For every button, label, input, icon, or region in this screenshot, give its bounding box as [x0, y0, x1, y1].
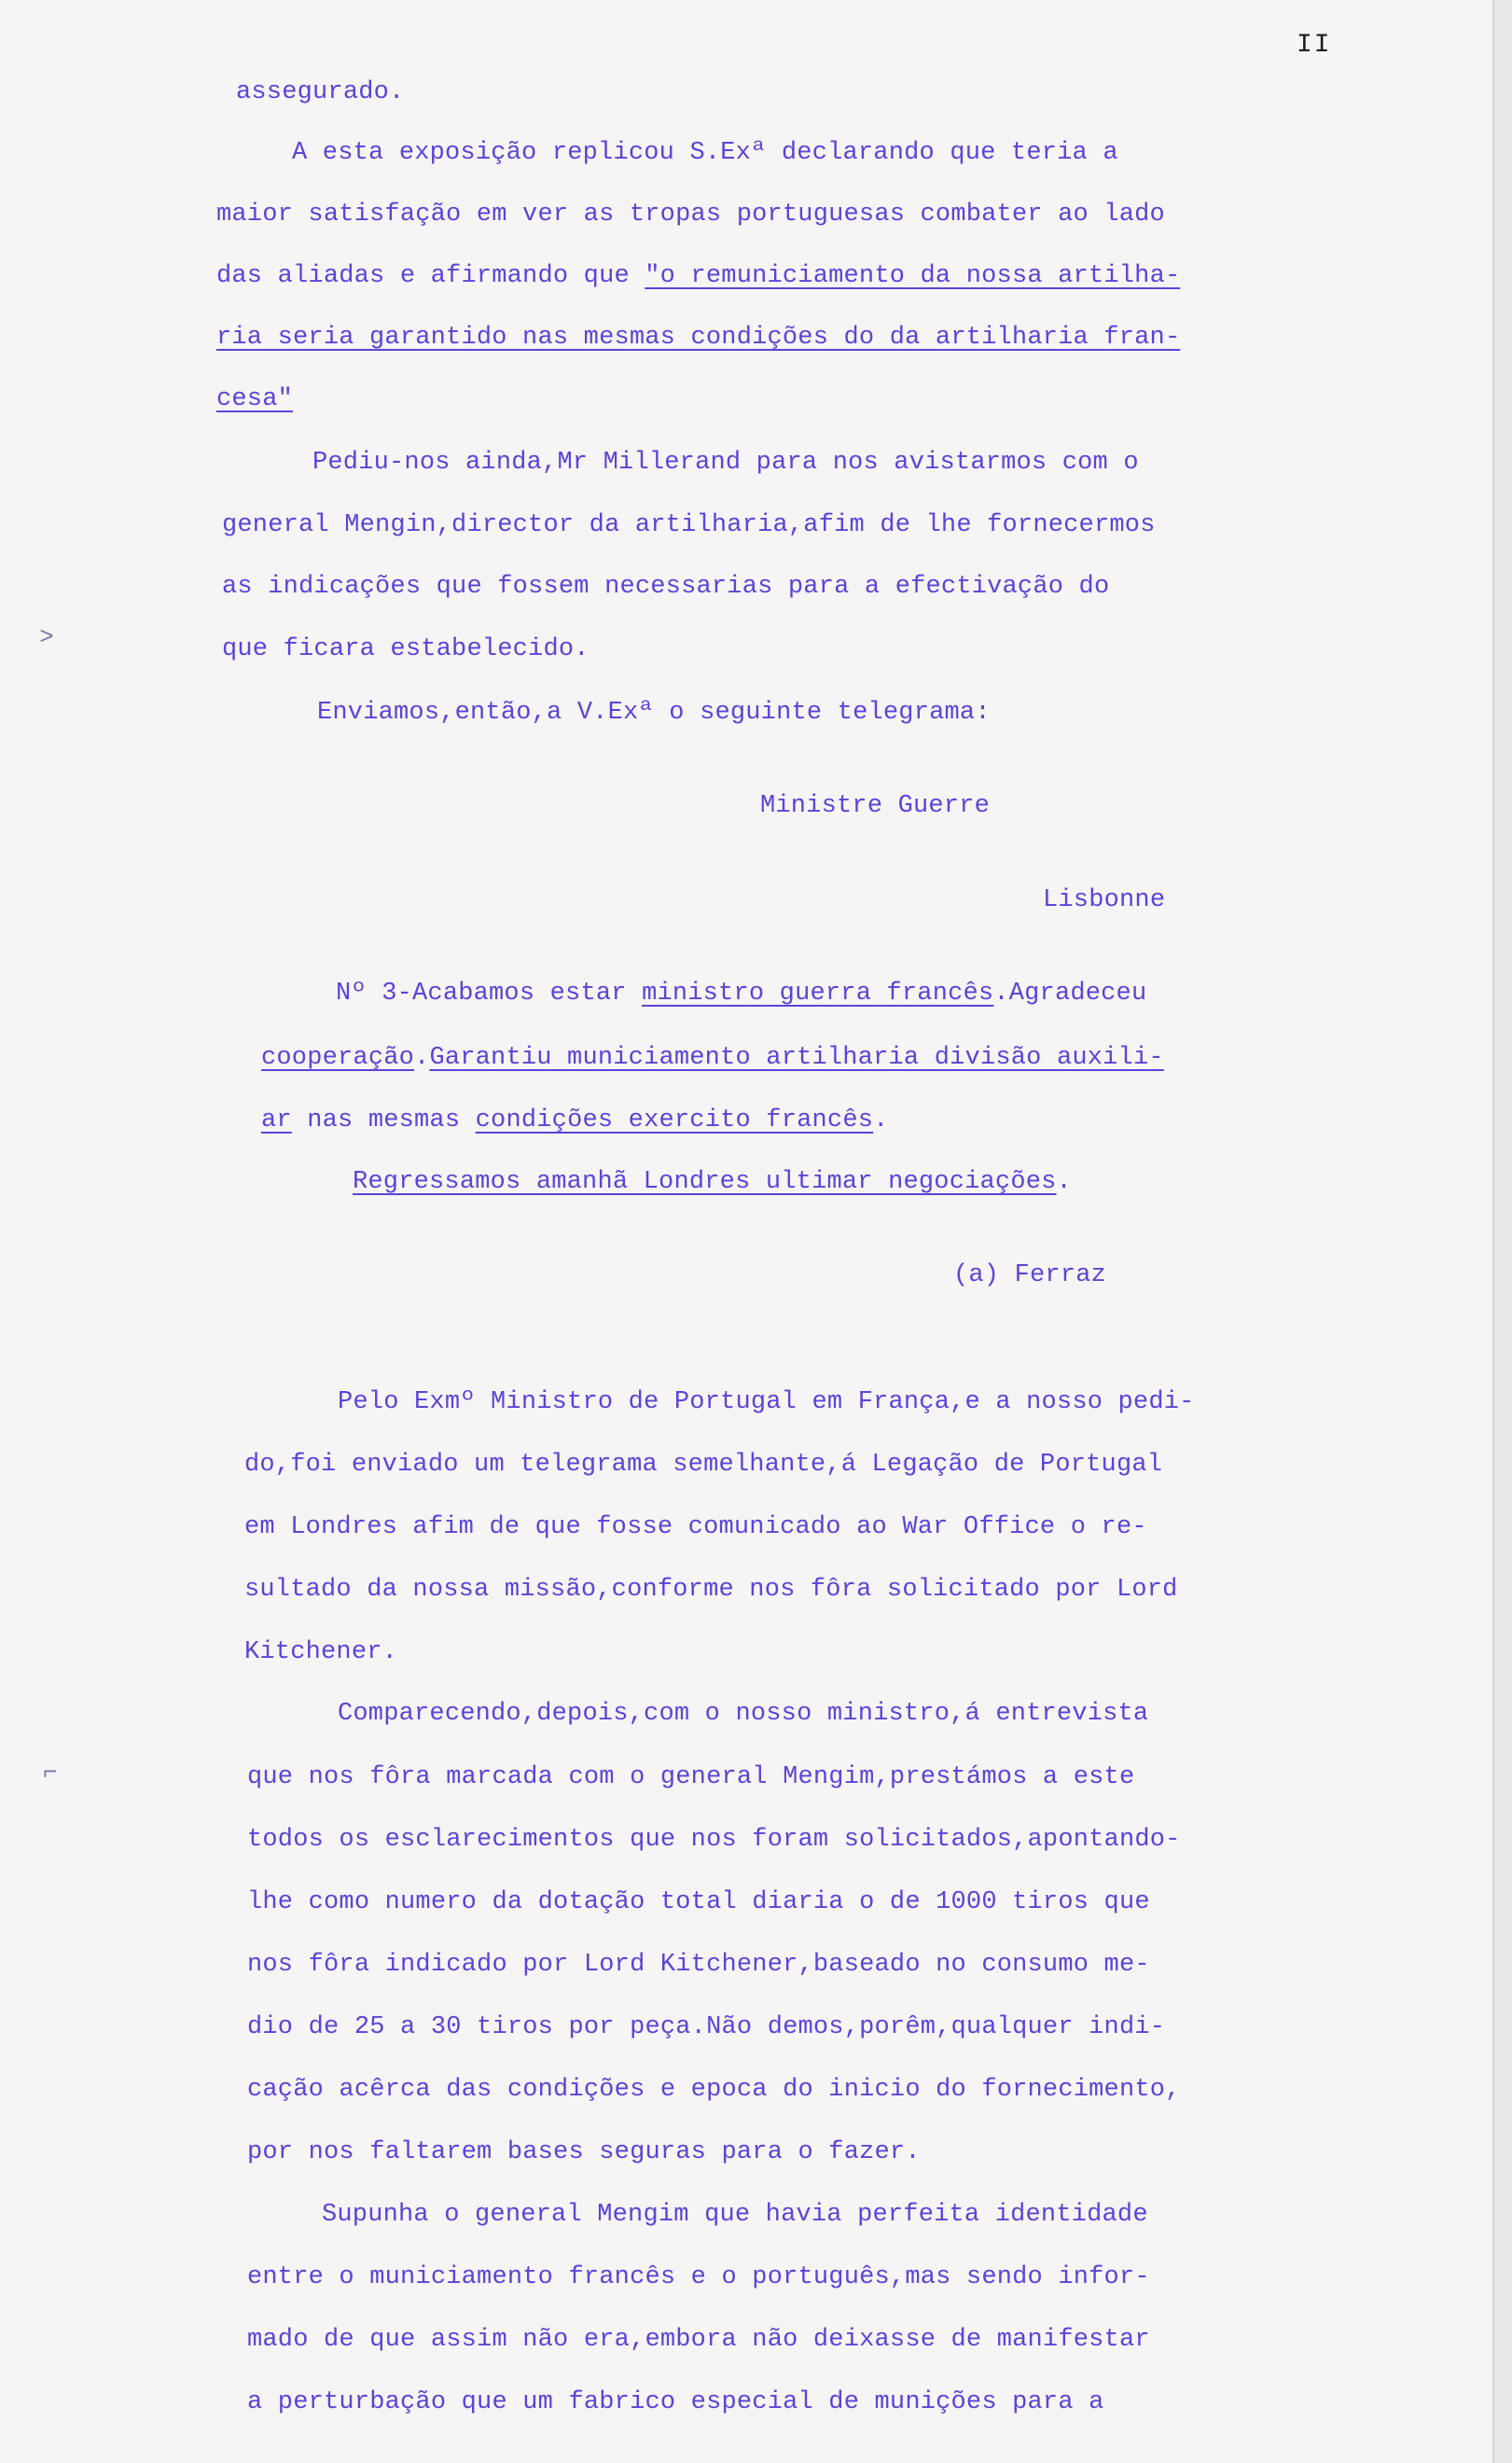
telegram-signature: (a) Ferraz — [953, 1261, 1107, 1289]
underlined-quote-line: ria seria garantido nas mesmas condições do da artilharia fran- — [216, 324, 1181, 352]
text-segment: .Agradeceu — [993, 980, 1147, 1008]
telegram-line — [336, 978, 1146, 1009]
text-line: que nos fôra marcada com o general Mengim,prestámos a este — [247, 1763, 1135, 1791]
text-line: mado de que assim não era,embora não deixasse de manifestar — [247, 2326, 1150, 2354]
text-line: entre o municiamento francês e o português,mas sendo infor- — [247, 2263, 1150, 2291]
text-line: Pediu-nos ainda,Mr Millerand para nos avistarmos com o — [312, 449, 1139, 477]
text-line: que ficara estabelecido. — [222, 635, 590, 663]
text-line: nos fôra indicado por Lord Kitchener,baseado no consumo me- — [247, 1951, 1150, 1979]
underlined-segment: condições exercito francês — [475, 1106, 874, 1134]
underlined-segment: ar — [261, 1106, 292, 1134]
text-line: sultado da nossa missão,conforme nos fôra solicitado por Lord — [244, 1576, 1178, 1604]
text-line: maior satisfação em ver as tropas portuguesas combater ao lado — [216, 201, 1165, 229]
text-segment: das aliadas e afirmando que — [216, 262, 645, 290]
telegram-line — [261, 1105, 889, 1136]
text-segment: . — [873, 1106, 889, 1134]
telegram-destination: Lisbonne — [1043, 886, 1166, 914]
text-line: por nos faltarem bases seguras para o fazer. — [247, 2138, 921, 2166]
text-line: todos os esclarecimentos que nos foram solicitados,apontando- — [247, 1826, 1181, 1854]
text-segment: . — [414, 1044, 430, 1072]
telegram-line — [261, 1042, 1164, 1074]
text-line: do,foi enviado um telegrama semelhante,á Legação de Portugal — [244, 1451, 1163, 1479]
text-line: Kitchener. — [244, 1638, 398, 1666]
margin-mark-icon: ˃ — [39, 623, 54, 651]
underlined-segment: cooperação — [261, 1044, 415, 1072]
text-segment: nas mesmas — [291, 1106, 476, 1134]
text-line — [216, 260, 1180, 292]
underlined-segment: Garantiu municiamento artilharia divisão auxili- — [429, 1044, 1164, 1072]
text-line: Enviamos,então,a V.Exª o seguinte telegrama: — [317, 699, 991, 727]
page-number: II — [1297, 31, 1332, 60]
margin-mark-icon: ⌐ — [43, 1759, 58, 1787]
text-line: cação acêrca das condições e epoca do inicio do fornecimento, — [247, 2076, 1181, 2104]
underlined-segment: ministro guerra francês — [642, 980, 994, 1008]
text-line: lhe como numero da dotação total diaria o de 1000 tiros que — [247, 1888, 1150, 1916]
underlined-segment: Regressamos amanhã Londres ultimar negociações — [353, 1168, 1057, 1196]
text-line: Comparecendo,depois,com o nosso ministro,á entrevista — [338, 1700, 1149, 1728]
text-line: a perturbação que um fabrico especial de munições para a — [247, 2388, 1104, 2416]
text-line: Pelo Exmº Ministro de Portugal em França,e a nosso pedi- — [338, 1388, 1195, 1416]
telegram-recipient: Ministre Guerre — [760, 792, 991, 820]
text-line: A esta exposição replicou S.Exª declarando que teria a — [292, 139, 1118, 167]
text-segment: Nº 3-Acabamos estar — [336, 980, 643, 1008]
text-line: general Mengin,director da artilharia,afim de lhe fornecermos — [222, 511, 1156, 539]
text-line: em Londres afim de que fosse comunicado ao War Office o re- — [244, 1513, 1147, 1541]
underlined-quote: "o remuniciamento da nossa artilha- — [645, 262, 1181, 290]
underlined-quote-line: cesa" — [216, 385, 294, 413]
text-line: Supunha o general Mengim que havia perfeita identidade — [322, 2201, 1148, 2229]
text-segment: . — [1056, 1168, 1072, 1196]
text-line: assegurado. — [236, 78, 405, 106]
text-line: dio de 25 a 30 tiros por peça.Não demos,porêm,qualquer indi- — [247, 2013, 1166, 2041]
telegram-line — [353, 1166, 1072, 1198]
text-line: as indicações que fossem necessarias para a efectivação do — [222, 573, 1110, 601]
